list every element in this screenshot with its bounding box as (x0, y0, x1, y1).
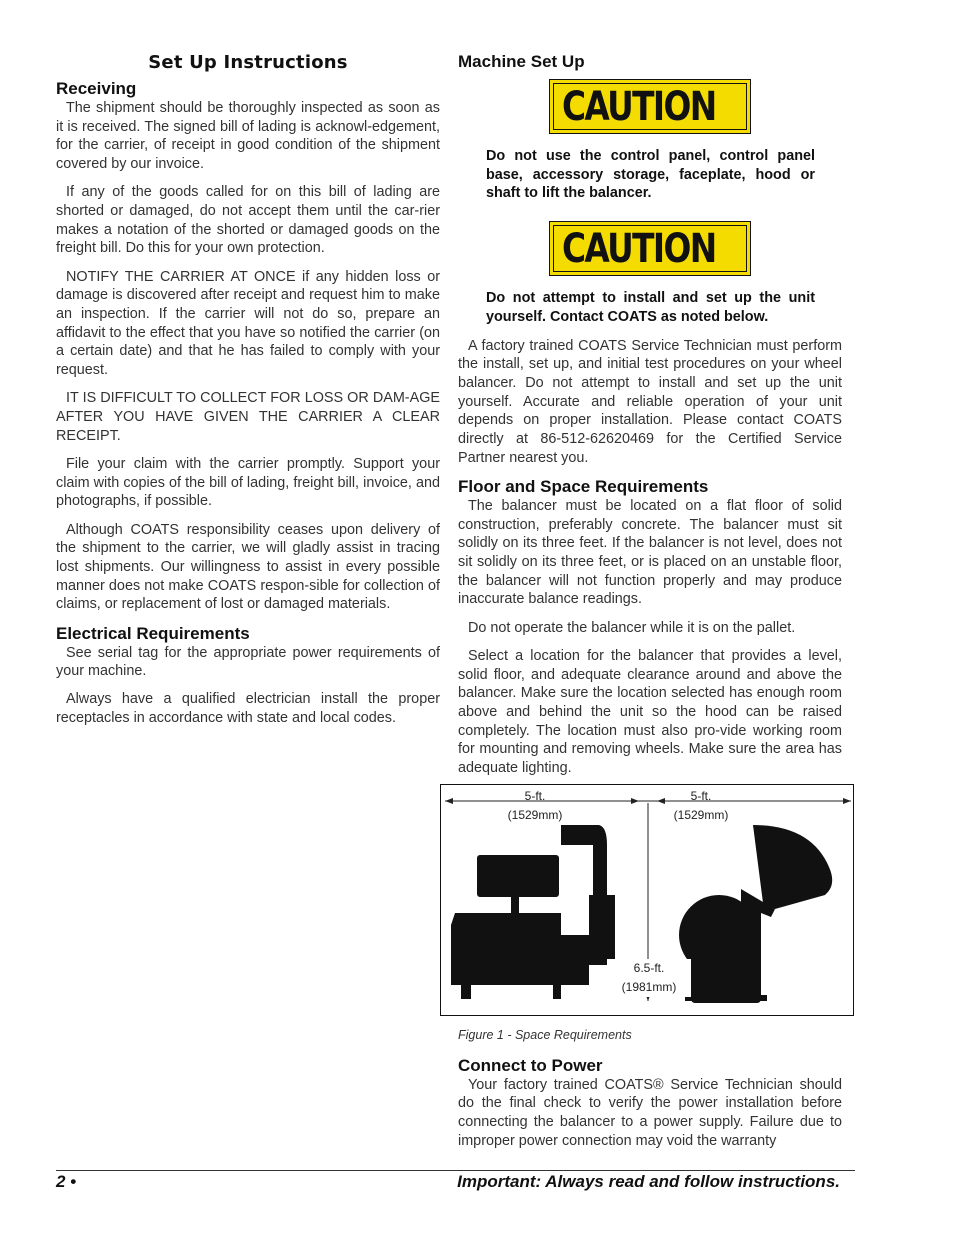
electrical-paragraph: Always have a qualified electrician install the proper receptacles in accordance with state and local codes. (56, 691, 440, 727)
figure-caption: Figure 1 - Space Requirements (458, 1027, 632, 1042)
electrical-heading: Electrical Requirements (56, 623, 250, 643)
machine-setup-paragraph: A factory trained COATS Service Technician must perform the install, set up, and initial test procedures on your wheel balancer. Do not attempt to install and set up the unit yourself. Accurate and reliable operation of your unit depends on proper installation. Please contact COATS directly at 86-512-62620469 for the Certified Service Partner nearest you. (458, 337, 842, 466)
floor-paragraph: The balancer must be located on a flat floor of solid construction, preferably concrete. The balancer must sit solidly on its three feet. If the balancer is not level, does not sit solidly on its three feet, or is placed on an unstable floor, the balancer will not function properly and may produce inaccurate balance readings. (458, 497, 842, 608)
dimension-right-feet: 5-ft. (690, 788, 712, 803)
caution-word: CAUTION (562, 83, 716, 130)
floor-paragraph: Select a location for the balancer that provides a level, solid floor, and adequate clearance around and above the balancer. Make sure the location selected has enough room above and behind the unit so the hood can be raised completely. The location must also pro-vide working room for mounting and removing wheels. Make sure the area has adequate lighting. (458, 647, 842, 777)
dimension-right-mm: (1529mm) (673, 807, 729, 822)
receiving-paragraph: The shipment should be thoroughly inspected as soon as it is received. The signed bill of lading is acknowl-edgement, for the carrier, of receipt in good condition of the shipment covered by our invoice. (56, 100, 440, 173)
caution-label (549, 79, 751, 134)
machine-setup-heading: Machine Set Up (458, 52, 585, 71)
floor-space-heading: Floor and Space Requirements (458, 476, 709, 496)
right-column (458, 52, 842, 1160)
caution-note: Do not use the control panel, control panel base, accessory storage, faceplate, hood or shaft to lift the balancer. (486, 148, 815, 202)
receiving-paragraph: If any of the goods called for on this bill of lading are shorted or damaged, do not accept them until the car-rier makes a notation of the shorted or damaged goods on the freight bill. Do this for your own protection. (56, 184, 440, 257)
caution-word: CAUTION (562, 225, 716, 272)
footer-rule (56, 1170, 855, 1171)
dimension-height-feet: 6.5-ft. (633, 960, 665, 975)
page-title: Set Up Instructions (148, 52, 348, 73)
floor-paragraph: Do not operate the balancer while it is on the pallet. (468, 619, 796, 636)
receiving-paragraph: NOTIFY THE CARRIER AT ONCE if any hidden loss or damage is discovered after receipt and request him to make an inspection. If the carrier will not do so, prepare an affidavit to the effect that you have so notified the carrier (on a certain date) and that he has failed to comply with your request. (56, 268, 440, 379)
dimension-left-mm: (1529mm) (507, 807, 563, 822)
connect-power-paragraph: Your factory trained COATS® Service Technician should do the final check to verify the power installation before connecting the balancer to a power supply. Failure due to improper power connection may void the warranty (458, 1076, 842, 1149)
space-requirements-figure (440, 784, 854, 1016)
caution-note: Do not attempt to install and set up the unit yourself. Contact COATS as noted below. (486, 290, 815, 325)
receiving-heading: Receiving (56, 79, 137, 98)
receiving-paragraph: Although COATS responsibility ceases upon delivery of the shipment to the carrier, we will gladly assist in tracing lost shipments. Our willingness to assist in every possible manner does not make COATS respon-sible for collection of claims, or replacement of lost or damaged materials. (56, 521, 440, 613)
electrical-paragraph: See serial tag for the appropriate power requirements of your machine. (56, 644, 440, 680)
dimension-height-mm: (1981mm) (621, 979, 677, 994)
dimension-left-feet: 5-ft. (524, 788, 546, 803)
connect-power-heading: Connect to Power (458, 1055, 603, 1075)
receiving-paragraph: File your claim with the carrier promptly. Support your claim with copies of the bill of lading, freight bill, invoice, and photographs, if possible. (56, 455, 440, 510)
caution-label (549, 221, 751, 276)
left-column (56, 52, 440, 737)
page-number: 2 • (56, 1172, 77, 1191)
receiving-paragraph: IT IS DIFFICULT TO COLLECT FOR LOSS OR DAM-AGE AFTER YOU HAVE GIVEN THE CARRIER A CLEAR RECEIPT. (56, 390, 440, 444)
footer-note: Important: Always read and follow instructions. (457, 1172, 840, 1191)
